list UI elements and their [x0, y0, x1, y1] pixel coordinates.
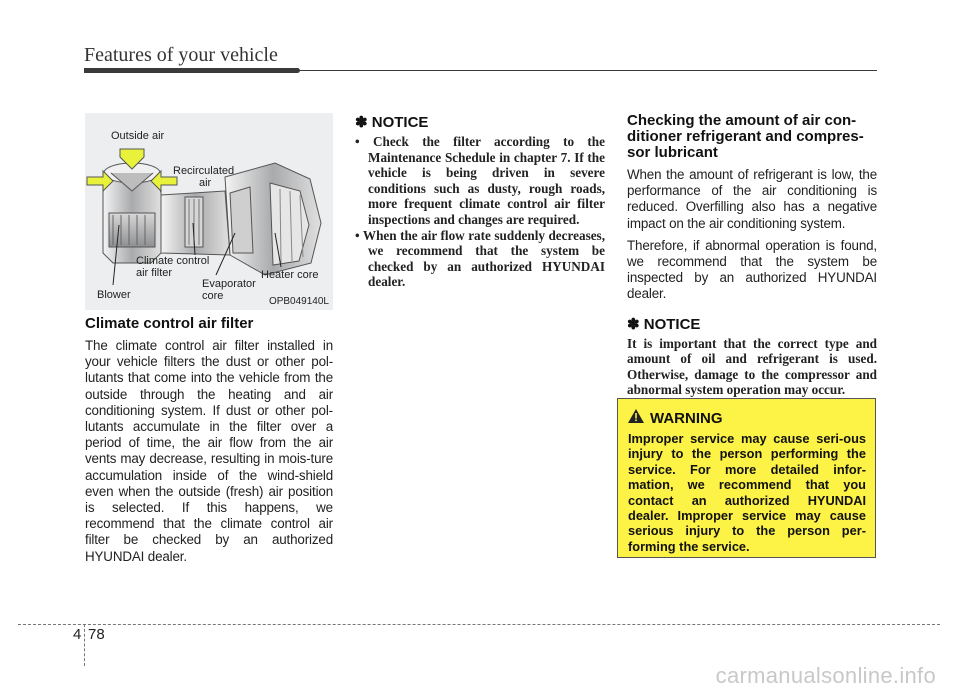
label-climate-filter-2: air filter: [136, 267, 173, 279]
climate-control-diagram: [85, 113, 333, 310]
watermark: carmanualsonline.info: [715, 663, 936, 688]
warning-header: [628, 409, 866, 428]
refrigerant-paragraph-2: Therefore, if abnormal operation is found, we recommend that the system be inspected by an authorized HYUNDAI dealer.: [627, 237, 877, 302]
notice-item: • Check the filter according to the Maintenance Schedule in chapter 7. If the vehicle is being driven in severe conditions such as dusty, rough roads, more frequent climate control air filter inspections and changes are required.: [355, 134, 605, 227]
notice-item: • When the air flow rate suddenly decreases, we recommend that the system be checked by an authorized HYUNDAI dealer.: [355, 227, 605, 290]
label-outside-air: Outside air: [111, 130, 165, 142]
label-recirculated-air-2: air: [199, 177, 212, 189]
section-heading-refrigerant: Checking the amount of air con-ditioner refrigerant and compres-sor lubricant: [627, 112, 864, 161]
footer-divider: [84, 624, 85, 666]
refrigerant-paragraph-1: When the amount of refrigerant is low, the performance of the air conditioning is reduced. Overfilling also has a negative impact on the air conditioning system.: [627, 167, 877, 231]
notice-title: ✽ NOTICE: [627, 315, 701, 333]
footer-rule: [18, 624, 940, 625]
warning-triangle-icon: [628, 409, 644, 428]
warning-title: WARNING: [650, 410, 723, 427]
header-bar: [84, 68, 300, 73]
figure-code: OPB049140L: [268, 296, 329, 307]
label-evaporator: Evaporator: [202, 278, 256, 290]
section-heading-air-filter: Climate control air filter: [85, 315, 254, 332]
label-blower: Blower: [97, 289, 131, 301]
chapter-number: 4: [73, 626, 82, 643]
page-header-title: Features of your vehicle: [84, 44, 278, 66]
page-number: 78: [88, 626, 105, 643]
notice-text: It is important that the correct type and amount of oil and refrigerant is used. Otherwise, damage to the compressor and abnormal system operation may occur.: [627, 335, 877, 398]
label-climate-filter: Climate control: [136, 255, 210, 267]
header-rule: [300, 70, 877, 71]
middle-column: [355, 113, 605, 290]
warning-text: Improper service may cause seri-ous injury to the person performing the service. For more detailed infor-mation, we recommend that you contact an authorized HYUNDAI dealer. Improper service may cause serious injury to the person per-forming the service.: [628, 431, 866, 554]
right-column: [627, 113, 877, 398]
notice-title: ✽ NOTICE: [355, 114, 429, 131]
left-column: [85, 316, 333, 571]
air-filter-paragraph: The climate control air filter installed in your vehicle filters the dust or other pol-lutants that come into the vehicle from the outside through the heating and air conditioning system. If dust or other pol-lutants accumulate in the filter over a period of time, the air flow from the air vents may decrease, resulting in mois-ture accumulation inside of the wind-shield even when the outside (fresh) air position is selected. If this happens, we recommend that the climate control air filter be checked by an authorized HYUNDAI dealer.: [85, 338, 333, 564]
label-evaporator-2: core: [202, 290, 224, 302]
warning-box: [617, 398, 876, 558]
label-recirculated-air: Recirculated: [173, 165, 235, 177]
label-heater-core: Heater core: [261, 269, 319, 281]
